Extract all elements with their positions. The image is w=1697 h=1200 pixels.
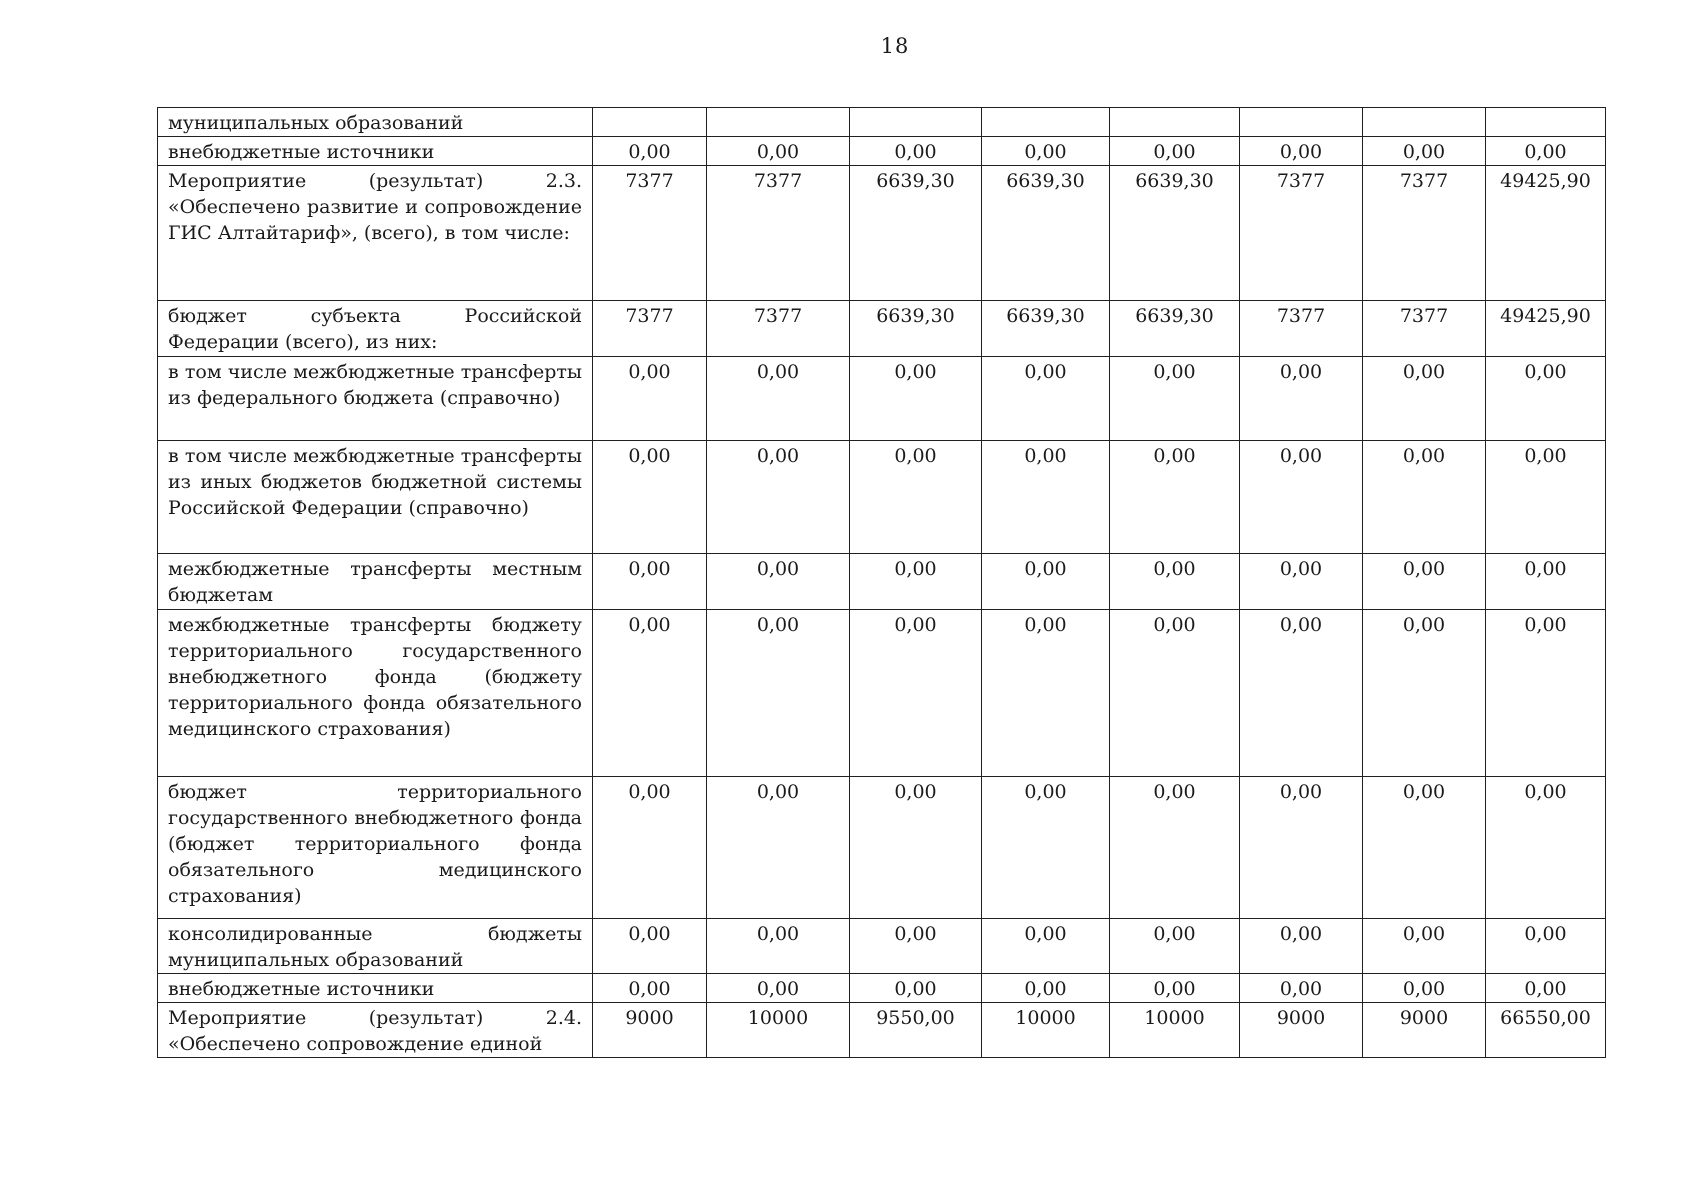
- value-cell: 0,00: [1110, 357, 1240, 441]
- value-cell: 0,00: [707, 554, 850, 610]
- value-cell: 0,00: [1240, 974, 1363, 1003]
- value-cell: 0,00: [1240, 357, 1363, 441]
- value-cell: 0,00: [1110, 974, 1240, 1003]
- value-cell: 0,00: [850, 441, 982, 554]
- value-cell: 9000: [593, 1003, 707, 1058]
- value-cell: 6639,30: [1110, 166, 1240, 301]
- value-cell: 10000: [1110, 1003, 1240, 1058]
- value-cell: 6639,30: [850, 301, 982, 357]
- value-cell: 0,00: [1240, 554, 1363, 610]
- value-cell: 0,00: [593, 554, 707, 610]
- value-cell: 0,00: [1486, 610, 1606, 777]
- row-label: Мероприятие (результат) 2.3. «Обеспечено развитие и сопровождение ГИС Алтайтариф», (всего), в том числе:: [158, 166, 593, 301]
- table-row: [158, 137, 1606, 166]
- value-cell: 0,00: [1486, 777, 1606, 919]
- value-cell: 0,00: [707, 919, 850, 974]
- table-body: [158, 108, 1606, 1058]
- value-cell: 7377: [1363, 166, 1486, 301]
- row-label: Мероприятие (результат) 2.4. «Обеспечено сопровождение единой: [158, 1003, 593, 1058]
- value-cell: 0,00: [1110, 610, 1240, 777]
- value-cell: 0,00: [1110, 441, 1240, 554]
- value-cell: 0,00: [850, 137, 982, 166]
- value-cell: 0,00: [1240, 919, 1363, 974]
- value-cell: 0,00: [982, 974, 1110, 1003]
- table-row: [158, 1003, 1606, 1058]
- row-label: бюджет территориального государственного внебюджетного фонда (бюджет территориального фонда обязательного медицинского страхования): [158, 777, 593, 919]
- row-label: в том числе межбюджетные трансферты из федерального бюджета (справочно): [158, 357, 593, 441]
- value-cell: 0,00: [707, 777, 850, 919]
- value-cell: 0,00: [1240, 441, 1363, 554]
- value-cell: 0,00: [1486, 357, 1606, 441]
- row-label: межбюджетные трансферты местным бюджетам: [158, 554, 593, 610]
- value-cell: 0,00: [1240, 137, 1363, 166]
- value-cell: 0,00: [1486, 974, 1606, 1003]
- value-cell: [593, 108, 707, 137]
- value-cell: 0,00: [593, 137, 707, 166]
- table-row: [158, 610, 1606, 777]
- value-cell: [982, 108, 1110, 137]
- value-cell: 0,00: [1110, 137, 1240, 166]
- table-row: [158, 166, 1606, 301]
- value-cell: 0,00: [707, 974, 850, 1003]
- value-cell: [1363, 108, 1486, 137]
- value-cell: 0,00: [1486, 441, 1606, 554]
- table-row: [158, 357, 1606, 441]
- value-cell: 0,00: [1363, 974, 1486, 1003]
- value-cell: 0,00: [593, 357, 707, 441]
- value-cell: 0,00: [1240, 777, 1363, 919]
- page-number: 18: [880, 34, 910, 58]
- value-cell: 9000: [1363, 1003, 1486, 1058]
- value-cell: 0,00: [982, 610, 1110, 777]
- value-cell: 0,00: [850, 554, 982, 610]
- table-row: [158, 777, 1606, 919]
- value-cell: 0,00: [593, 441, 707, 554]
- table-row: [158, 554, 1606, 610]
- value-cell: 0,00: [850, 974, 982, 1003]
- value-cell: 7377: [1363, 301, 1486, 357]
- value-cell: 0,00: [1240, 610, 1363, 777]
- value-cell: 0,00: [982, 919, 1110, 974]
- budget-table: [157, 107, 1606, 1058]
- value-cell: 0,00: [982, 137, 1110, 166]
- value-cell: 0,00: [850, 610, 982, 777]
- value-cell: 9000: [1240, 1003, 1363, 1058]
- value-cell: 0,00: [1363, 777, 1486, 919]
- value-cell: 0,00: [1110, 919, 1240, 974]
- value-cell: 0,00: [850, 919, 982, 974]
- value-cell: 66550,00: [1486, 1003, 1606, 1058]
- row-label: внебюджетные источники: [158, 137, 593, 166]
- value-cell: [850, 108, 982, 137]
- row-label: в том числе межбюджетные трансферты из иных бюджетов бюджетной системы Российской Федерации (справочно): [158, 441, 593, 554]
- value-cell: 0,00: [1486, 919, 1606, 974]
- value-cell: 7377: [593, 301, 707, 357]
- value-cell: 6639,30: [982, 166, 1110, 301]
- value-cell: 0,00: [593, 610, 707, 777]
- value-cell: 10000: [707, 1003, 850, 1058]
- value-cell: 7377: [1240, 301, 1363, 357]
- value-cell: 0,00: [1110, 554, 1240, 610]
- value-cell: 0,00: [707, 610, 850, 777]
- value-cell: 7377: [707, 301, 850, 357]
- value-cell: 0,00: [707, 441, 850, 554]
- value-cell: [1240, 108, 1363, 137]
- value-cell: 0,00: [1363, 610, 1486, 777]
- table-row: [158, 974, 1606, 1003]
- row-label: муниципальных образований: [158, 108, 593, 137]
- value-cell: 9550,00: [850, 1003, 982, 1058]
- value-cell: 0,00: [982, 554, 1110, 610]
- table-row: [158, 301, 1606, 357]
- value-cell: 0,00: [1363, 919, 1486, 974]
- table-row: [158, 108, 1606, 137]
- value-cell: [1486, 108, 1606, 137]
- value-cell: 6639,30: [850, 166, 982, 301]
- value-cell: 0,00: [707, 137, 850, 166]
- value-cell: 0,00: [850, 777, 982, 919]
- table-row: [158, 441, 1606, 554]
- value-cell: 0,00: [1486, 137, 1606, 166]
- value-cell: 0,00: [1363, 441, 1486, 554]
- value-cell: 0,00: [1110, 777, 1240, 919]
- row-label: консолидированные бюджеты муниципальных образований: [158, 919, 593, 974]
- value-cell: 7377: [1240, 166, 1363, 301]
- value-cell: 0,00: [982, 777, 1110, 919]
- value-cell: [707, 108, 850, 137]
- value-cell: 0,00: [593, 974, 707, 1003]
- value-cell: 0,00: [982, 441, 1110, 554]
- value-cell: 49425,90: [1486, 301, 1606, 357]
- value-cell: 10000: [982, 1003, 1110, 1058]
- value-cell: [1110, 108, 1240, 137]
- value-cell: 0,00: [1363, 357, 1486, 441]
- value-cell: 0,00: [982, 357, 1110, 441]
- table-row: [158, 919, 1606, 974]
- value-cell: 49425,90: [1486, 166, 1606, 301]
- value-cell: 0,00: [1486, 554, 1606, 610]
- value-cell: 0,00: [1363, 137, 1486, 166]
- value-cell: 0,00: [593, 777, 707, 919]
- row-label: межбюджетные трансферты бюджету территориального государственного внебюджетного фонда (бюджету территориального фонда обязательного медицинского страхования): [158, 610, 593, 777]
- value-cell: 0,00: [850, 357, 982, 441]
- value-cell: 6639,30: [982, 301, 1110, 357]
- row-label: бюджет субъекта Российской Федерации (всего), из них:: [158, 301, 593, 357]
- value-cell: 7377: [707, 166, 850, 301]
- value-cell: 7377: [593, 166, 707, 301]
- value-cell: 6639,30: [1110, 301, 1240, 357]
- value-cell: 0,00: [593, 919, 707, 974]
- row-label: внебюджетные источники: [158, 974, 593, 1003]
- value-cell: 0,00: [707, 357, 850, 441]
- value-cell: 0,00: [1363, 554, 1486, 610]
